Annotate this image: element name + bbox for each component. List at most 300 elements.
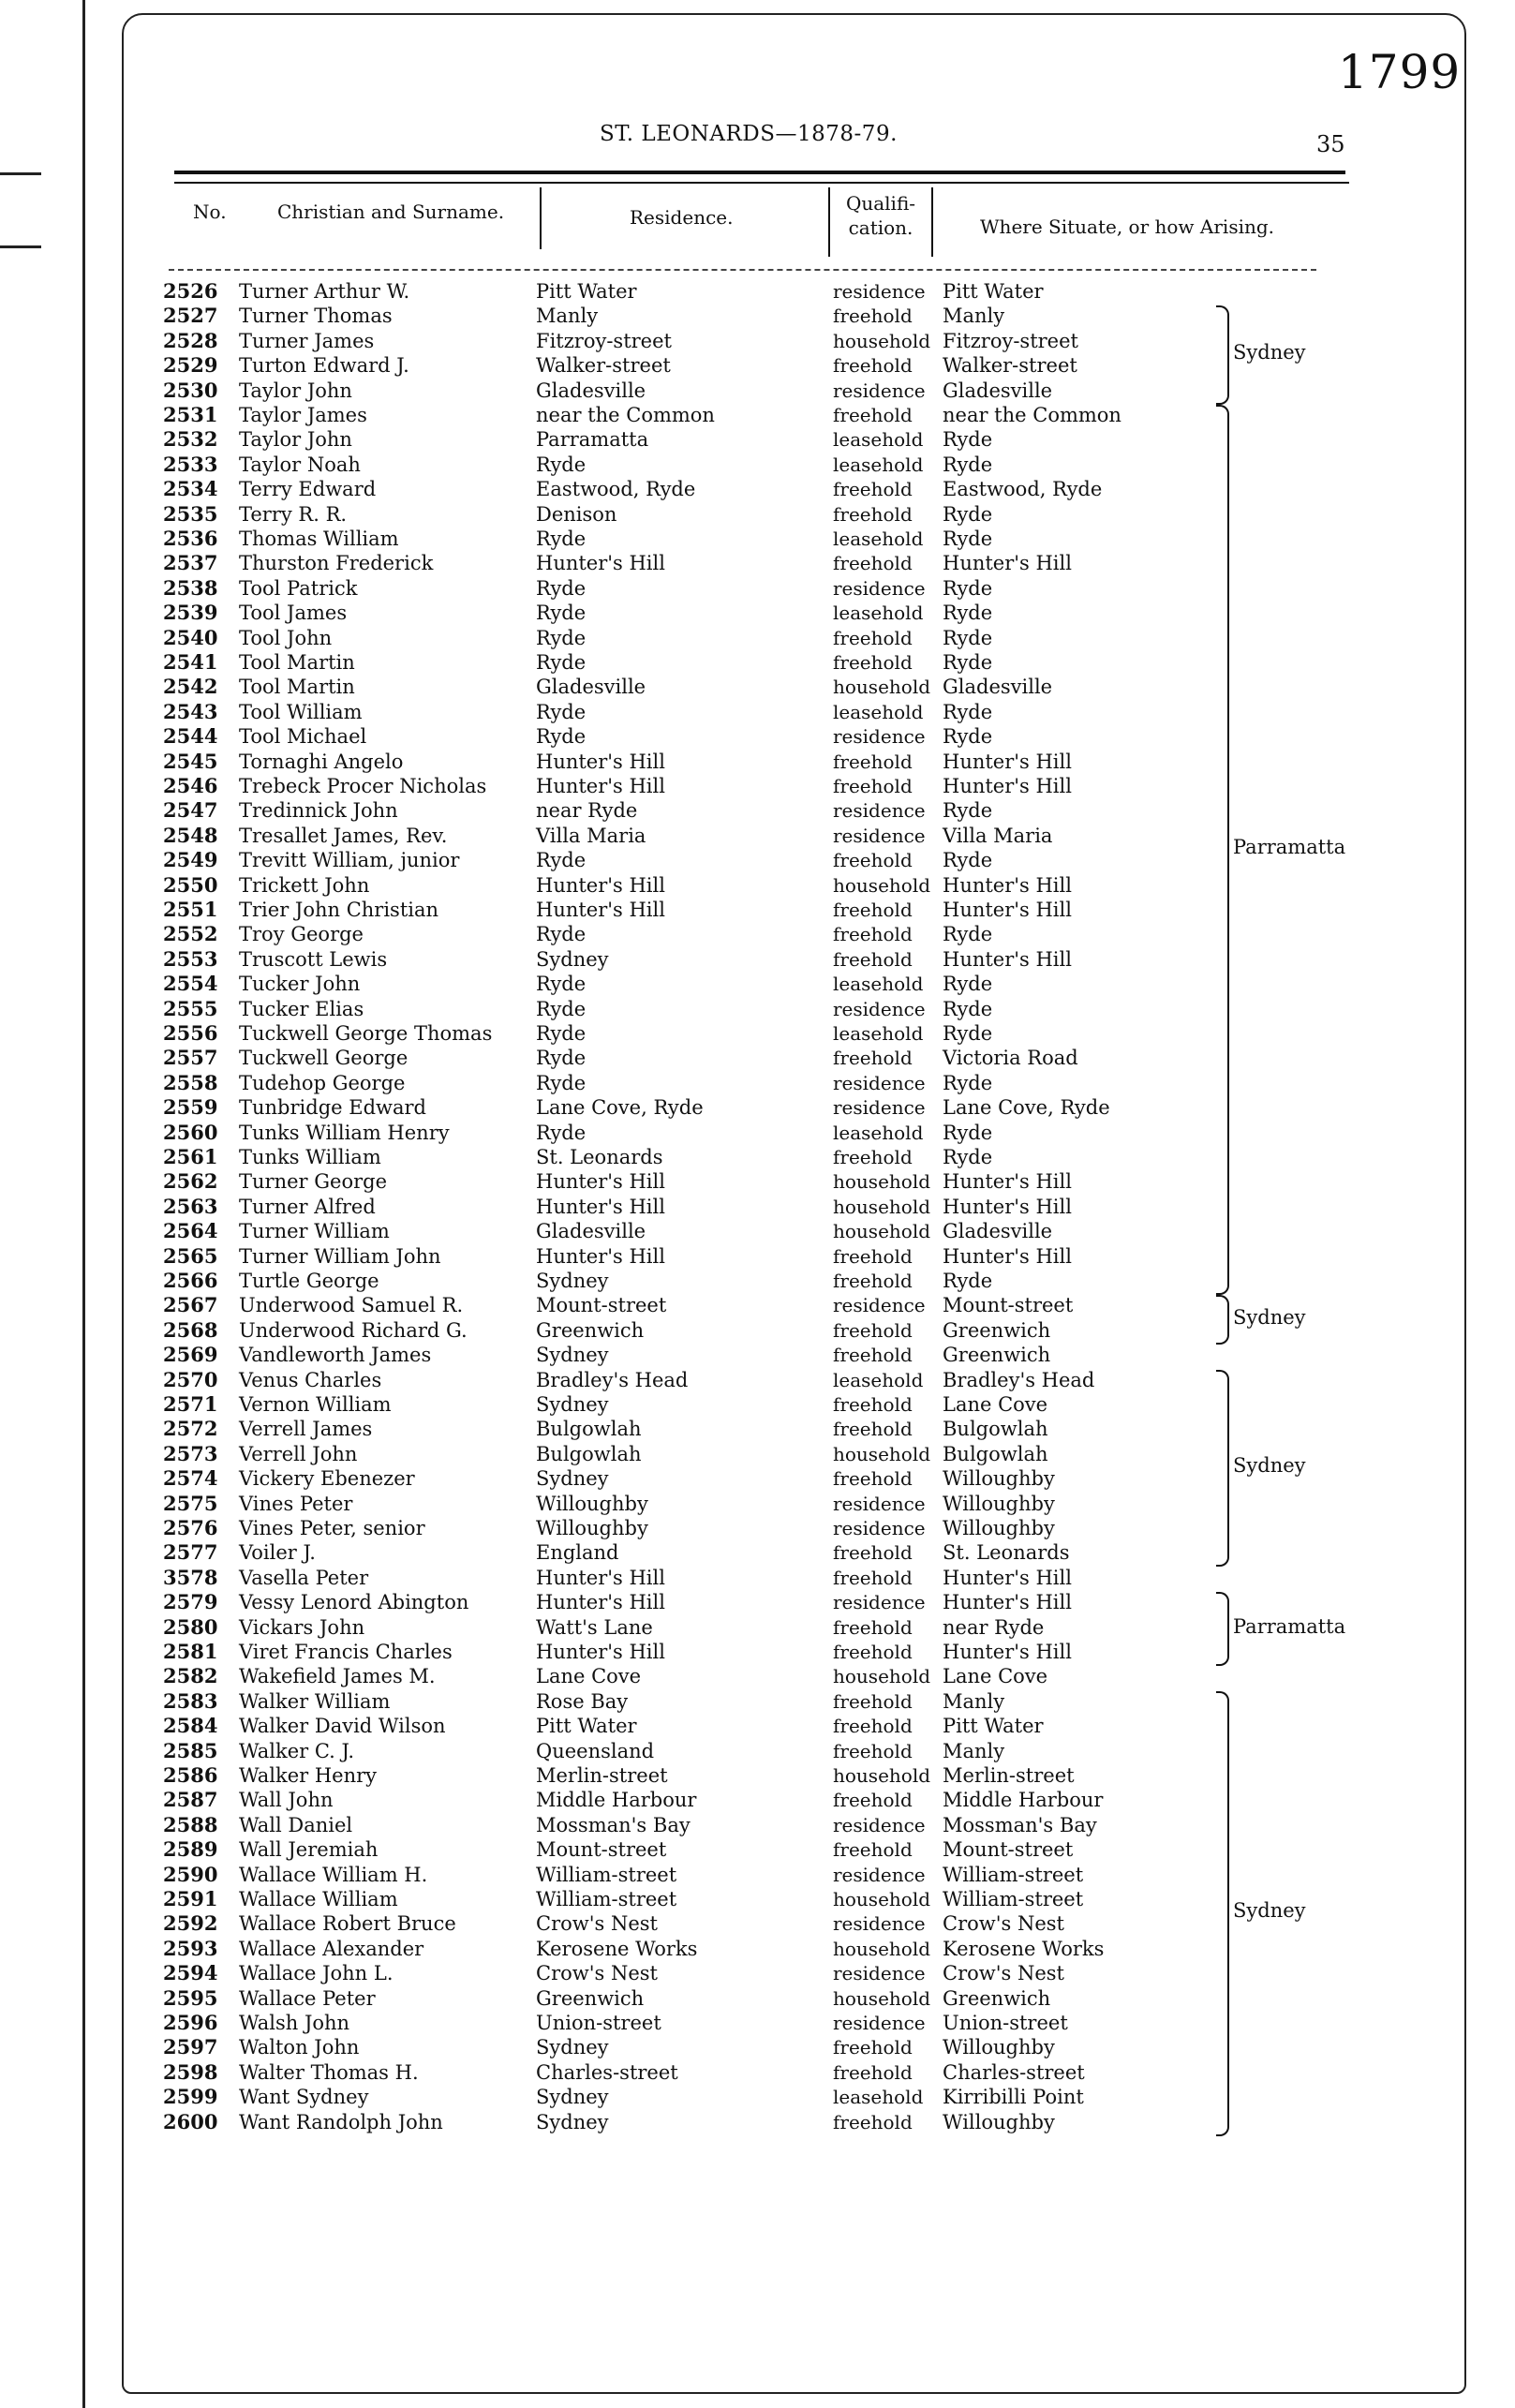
elector-qualification: household — [833, 1986, 931, 2010]
elector-name: Tool James — [239, 602, 348, 625]
table-row — [0, 1368, 1515, 1392]
elector-number: 2539 — [163, 601, 218, 625]
elector-residence: Ryde — [536, 651, 587, 674]
elector-residence: Kerosene Works — [536, 1937, 698, 1960]
property-location: Greenwich — [943, 1318, 1051, 1342]
elector-residence: Hunter's Hill — [536, 1244, 665, 1268]
elector-qualification: household — [833, 1937, 931, 1960]
table-row — [0, 1492, 1515, 1516]
table-row — [0, 1046, 1515, 1070]
elector-residence: Villa Maria — [536, 824, 646, 847]
elector-qualification: freehold — [833, 1715, 913, 1738]
elector-number: 2553 — [163, 946, 218, 971]
elector-name: Want Sydney — [239, 2086, 369, 2109]
column-header-qualification: Qualifi-cation. — [845, 192, 916, 239]
elector-number: 2550 — [163, 872, 218, 897]
property-location: Willoughby — [943, 1467, 1055, 1491]
elector-number: 2590 — [163, 1862, 218, 1886]
property-location: Hunter's Hill — [943, 1244, 1072, 1268]
elector-qualification: freehold — [833, 1244, 913, 1268]
elector-name: Tuckwell George — [239, 1047, 408, 1070]
elector-name: Tool Martin — [239, 676, 355, 699]
elector-qualification: freehold — [833, 1467, 913, 1491]
elector-number: 2576 — [163, 1516, 218, 1539]
elector-qualification: freehold — [833, 1789, 913, 1812]
property-location: Hunter's Hill — [943, 873, 1072, 897]
elector-residence: Lane Cove — [536, 1665, 642, 1688]
elector-qualification: freehold — [833, 2036, 913, 2059]
elector-qualification: household — [833, 329, 931, 352]
property-location: Victoria Road — [943, 1047, 1078, 1070]
elector-number: 2564 — [163, 1219, 218, 1243]
elector-number: 2574 — [163, 1466, 218, 1491]
table-row — [0, 997, 1515, 1021]
elector-name: Tunks William Henry — [239, 1121, 450, 1144]
elector-number: 2588 — [163, 1812, 218, 1836]
table-row — [0, 477, 1515, 501]
elector-residence: Ryde — [536, 602, 587, 625]
elector-number: 2581 — [163, 1640, 218, 1663]
elector-number: 2587 — [163, 1788, 218, 1812]
elector-residence: Hunter's Hill — [536, 775, 665, 797]
table-row — [0, 1269, 1515, 1293]
elector-qualification: freehold — [833, 404, 913, 426]
elector-name: Trier John Christian — [239, 899, 439, 921]
elector-residence: Hunter's Hill — [536, 873, 665, 897]
elector-name: Trevitt William, junior — [239, 849, 460, 872]
elector-name: Wallace Robert Bruce — [239, 1912, 456, 1936]
table-row — [0, 1863, 1515, 1887]
elector-name: Turner James — [239, 329, 375, 352]
property-location: Middle Harbour — [943, 1789, 1104, 1812]
elector-number: 2544 — [163, 724, 218, 749]
elector-residence: Ryde — [536, 1047, 587, 1070]
elector-name: Tunks William — [239, 1146, 381, 1168]
elector-number: 2580 — [163, 1614, 218, 1639]
property-location: Manly — [943, 305, 1005, 328]
elector-residence: Bulgowlah — [536, 1418, 642, 1441]
property-location: Ryde — [943, 626, 993, 649]
elector-residence: Ryde — [536, 973, 587, 996]
elector-residence: William-street — [536, 1888, 677, 1910]
property-location: Pitt Water — [943, 280, 1044, 303]
table-row — [0, 1813, 1515, 1837]
elector-name: Vines Peter — [239, 1492, 353, 1515]
elector-number: 2583 — [163, 1688, 218, 1713]
property-location: Mount-street — [943, 1294, 1074, 1317]
table-row — [0, 1763, 1515, 1788]
table-row — [0, 279, 1515, 304]
elector-residence: Lane Cove, Ryde — [536, 1096, 704, 1120]
property-location: Ryde — [943, 849, 993, 872]
property-location: Gladesville — [943, 379, 1053, 402]
property-location: Hunter's Hill — [943, 1170, 1072, 1194]
elector-name: Turtle George — [239, 1270, 379, 1292]
elector-name: Tool Michael — [239, 725, 367, 749]
property-location: Pitt Water — [943, 1715, 1044, 1738]
elector-qualification: residence — [833, 1517, 926, 1539]
property-location: Ryde — [943, 453, 993, 476]
property-location: Ryde — [943, 997, 993, 1020]
elector-qualification: freehold — [833, 354, 913, 378]
table-row — [0, 1640, 1515, 1664]
property-location: Hunter's Hill — [943, 1591, 1072, 1614]
table-row — [0, 626, 1515, 650]
elector-number: 2563 — [163, 1194, 218, 1218]
elector-residence: Willoughby — [536, 1492, 648, 1515]
property-location: Ryde — [943, 651, 993, 674]
elector-qualification: residence — [833, 824, 926, 847]
property-location: Ryde — [943, 428, 993, 452]
property-location: Manly — [943, 1689, 1005, 1713]
property-location: Hunter's Hill — [943, 1195, 1072, 1218]
property-location: Lane Cove, Ryde — [943, 1096, 1110, 1120]
elector-residence: Ryde — [536, 1022, 587, 1045]
table-row — [0, 2085, 1515, 2109]
table-row — [0, 1788, 1515, 1812]
table-row — [0, 2060, 1515, 2085]
elector-name: Turton Edward J. — [239, 354, 409, 378]
elector-name: Troy George — [239, 923, 364, 946]
elector-residence: Manly — [536, 305, 599, 328]
elector-number: 2528 — [163, 328, 218, 352]
table-row — [0, 947, 1515, 972]
property-location: Merlin-street — [943, 1764, 1075, 1787]
elector-name: Tucker John — [239, 973, 361, 996]
elector-qualification: leasehold — [833, 602, 924, 625]
elector-residence: Crow's Nest — [536, 1912, 658, 1936]
elector-number: 2536 — [163, 527, 218, 550]
elector-number: 2589 — [163, 1837, 218, 1862]
elector-qualification: freehold — [833, 1566, 913, 1589]
table-row — [0, 898, 1515, 922]
property-location: near the Common — [943, 404, 1121, 426]
elector-qualification: freehold — [833, 1418, 913, 1441]
elector-number: 2551 — [163, 898, 218, 921]
elector-name: Vickery Ebenezer — [239, 1467, 415, 1491]
property-location: Ryde — [943, 973, 993, 996]
elector-qualification: residence — [833, 799, 926, 823]
elector-residence: Queensland — [536, 1739, 655, 1762]
elector-name: Tool Martin — [239, 651, 355, 674]
elector-name: Wall Jeremiah — [239, 1838, 379, 1862]
elector-residence: Ryde — [536, 528, 587, 550]
elector-residence: Ryde — [536, 1071, 587, 1094]
elector-number: 2540 — [163, 625, 218, 649]
elector-residence: Hunter's Hill — [536, 750, 665, 773]
table-row — [0, 453, 1515, 477]
elector-qualification: leasehold — [833, 528, 924, 550]
property-location: Gladesville — [943, 676, 1053, 699]
elector-name: Turner Arthur W. — [239, 280, 410, 303]
elector-residence: St. Leonards — [536, 1146, 663, 1168]
property-location: Crow's Nest — [943, 1962, 1064, 1985]
elector-number: 2538 — [163, 575, 218, 600]
elector-residence: Ryde — [536, 1121, 587, 1144]
elector-name: Wallace Peter — [239, 1986, 376, 2010]
elector-residence: Hunter's Hill — [536, 1641, 665, 1663]
table-row — [0, 1095, 1515, 1120]
elector-residence: Charles-street — [536, 2060, 678, 2084]
property-location: Gladesville — [943, 1220, 1053, 1243]
elector-qualification: freehold — [833, 651, 913, 674]
elector-name: Terry R. R. — [239, 502, 348, 526]
elector-number: 2593 — [163, 1936, 218, 1960]
elector-qualification: freehold — [833, 775, 913, 797]
table-row — [0, 1986, 1515, 2011]
property-location: Hunter's Hill — [943, 947, 1072, 971]
table-row — [0, 1516, 1515, 1540]
elector-qualification: household — [833, 676, 931, 699]
table-row — [0, 1566, 1515, 1590]
elector-residence: Rose Bay — [536, 1689, 629, 1713]
elector-residence: Sydney — [536, 2086, 609, 2109]
elector-qualification: freehold — [833, 2060, 913, 2084]
elector-name: Verrell James — [239, 1418, 373, 1441]
property-location: Ryde — [943, 1270, 993, 1292]
elector-number: 2596 — [163, 2011, 218, 2034]
elector-qualification: residence — [833, 1591, 926, 1614]
elector-name: Wall John — [239, 1789, 334, 1812]
district-brace — [1216, 1592, 1229, 1666]
table-row — [0, 700, 1515, 724]
elector-number: 2547 — [163, 798, 218, 823]
elector-qualification: residence — [833, 280, 926, 303]
elector-number: 3578 — [163, 1565, 218, 1589]
elector-number: 2526 — [163, 279, 218, 303]
table-row — [0, 650, 1515, 675]
elector-qualification: freehold — [833, 1689, 913, 1713]
district-brace — [1216, 1370, 1229, 1568]
elector-residence: Willoughby — [536, 1517, 648, 1539]
elector-number: 2530 — [163, 378, 218, 402]
folio-number: 1799 — [1338, 45, 1462, 99]
property-location: Ryde — [943, 502, 993, 526]
property-location: Lane Cove — [943, 1665, 1048, 1688]
elector-qualification: residence — [833, 725, 926, 749]
property-location: Crow's Nest — [943, 1912, 1064, 1936]
elector-name: Wall Daniel — [239, 1813, 353, 1836]
table-row — [0, 1392, 1515, 1417]
elector-qualification: residence — [833, 2012, 926, 2034]
table-row — [0, 1244, 1515, 1269]
elector-qualification: freehold — [833, 305, 913, 328]
elector-qualification: freehold — [833, 626, 913, 649]
elector-name: Verrell John — [239, 1442, 358, 1465]
property-location: Willoughby — [943, 1492, 1055, 1515]
property-location: Kerosene Works — [943, 1937, 1105, 1960]
elector-number: 2537 — [163, 551, 218, 575]
elector-residence: Mount-street — [536, 1294, 667, 1317]
property-location: Bradley's Head — [943, 1368, 1095, 1391]
elector-residence: near the Common — [536, 404, 715, 426]
table-row — [0, 1837, 1515, 1862]
property-location: Greenwich — [943, 1986, 1051, 2010]
elector-qualification: household — [833, 873, 931, 897]
elector-number: 2597 — [163, 2035, 218, 2059]
column-header-no: No. — [193, 201, 227, 223]
property-location: Hunter's Hill — [943, 1641, 1072, 1663]
elector-number: 2527 — [163, 304, 218, 328]
elector-qualification: freehold — [833, 1739, 913, 1762]
property-location: Ryde — [943, 700, 993, 723]
elector-name: Walker C. J. — [239, 1739, 354, 1762]
table-row — [0, 1169, 1515, 1194]
elector-residence: Sydney — [536, 947, 609, 971]
property-location: William-street — [943, 1888, 1084, 1910]
elector-number: 2594 — [163, 1961, 218, 1985]
table-row — [0, 774, 1515, 798]
elector-number: 2546 — [163, 774, 218, 797]
elector-number: 2535 — [163, 501, 218, 526]
elector-name: Vines Peter, senior — [239, 1517, 425, 1539]
elector-name: Tool John — [239, 626, 333, 649]
elector-residence: Hunter's Hill — [536, 1195, 665, 1218]
elector-number: 2577 — [163, 1540, 218, 1565]
elector-number: 2534 — [163, 477, 218, 501]
table-row — [0, 1714, 1515, 1738]
property-location: Bulgowlah — [943, 1442, 1048, 1465]
elector-number: 2549 — [163, 848, 218, 872]
elector-qualification: freehold — [833, 552, 913, 575]
elector-residence: Hunter's Hill — [536, 899, 665, 921]
elector-residence: Ryde — [536, 576, 587, 600]
elector-name: Walker William — [239, 1689, 391, 1713]
elector-residence: Ryde — [536, 725, 587, 749]
table-row — [0, 1417, 1515, 1441]
property-location: Fitzroy-street — [943, 329, 1078, 352]
page-title: ST. LEONARDS—1878-79. — [600, 122, 898, 146]
property-location: Ryde — [943, 725, 993, 749]
elector-qualification: freehold — [833, 1641, 913, 1663]
elector-qualification: freehold — [833, 502, 913, 526]
elector-number: 2566 — [163, 1269, 218, 1292]
elector-qualification: leasehold — [833, 428, 924, 452]
elector-name: Thomas William — [239, 528, 399, 550]
elector-name: Wakefield James M. — [239, 1665, 436, 1688]
elector-name: Underwood Samuel R. — [239, 1294, 464, 1317]
elector-number: 2568 — [163, 1317, 218, 1342]
property-location: Ryde — [943, 1071, 993, 1094]
property-location: Lane Cove — [943, 1393, 1048, 1416]
elector-name: Tucker Elias — [239, 997, 364, 1020]
elector-number: 2556 — [163, 1021, 218, 1045]
elector-qualification: leasehold — [833, 1121, 924, 1144]
elector-qualification: residence — [833, 1863, 926, 1886]
elector-qualification: household — [833, 1888, 931, 1910]
elector-name: Viret Francis Charles — [239, 1641, 453, 1663]
elector-residence: Ryde — [536, 453, 587, 476]
elector-number: 2571 — [163, 1392, 218, 1416]
elector-residence: Union-street — [536, 2012, 661, 2034]
property-location: Willoughby — [943, 1517, 1055, 1539]
elector-residence: Sydney — [536, 1344, 609, 1367]
property-location: Kirribilli Point — [943, 2086, 1084, 2109]
elector-qualification: residence — [833, 379, 926, 402]
elector-residence: Sydney — [536, 1270, 609, 1292]
property-location: Ryde — [943, 799, 993, 823]
elector-name: Walsh John — [239, 2012, 350, 2034]
elector-residence: Sydney — [536, 2110, 609, 2133]
elector-name: Vandleworth James — [239, 1344, 432, 1367]
elector-number: 2558 — [163, 1070, 218, 1094]
table-row — [0, 576, 1515, 601]
elector-name: Vernon William — [239, 1393, 392, 1416]
table-row — [0, 922, 1515, 946]
elector-residence: Pitt Water — [536, 1715, 637, 1738]
table-row — [0, 427, 1515, 452]
elector-number: 2562 — [163, 1169, 218, 1194]
table-row — [0, 1343, 1515, 1367]
elector-name: Wallace John L. — [239, 1962, 394, 1985]
elector-number: 2584 — [163, 1714, 218, 1738]
table-row — [0, 1689, 1515, 1714]
table-row — [0, 675, 1515, 699]
elector-residence: Parramatta — [536, 428, 649, 452]
elector-number: 2572 — [163, 1417, 218, 1441]
elector-qualification: household — [833, 1764, 931, 1787]
elector-residence: Bulgowlah — [536, 1442, 642, 1465]
elector-residence: Ryde — [536, 923, 587, 946]
property-location: Manly — [943, 1739, 1005, 1762]
elector-name: Voiler J. — [239, 1541, 316, 1565]
elector-number: 2533 — [163, 452, 218, 476]
property-location: Hunter's Hill — [943, 775, 1072, 797]
table-row — [0, 1145, 1515, 1169]
district-brace — [1216, 405, 1229, 1295]
elector-qualification: leasehold — [833, 1368, 924, 1391]
elector-qualification: freehold — [833, 1146, 913, 1168]
table-row — [0, 1664, 1515, 1688]
elector-qualification: freehold — [833, 849, 913, 872]
district-label: Sydney — [1233, 1454, 1306, 1477]
district-label: Sydney — [1233, 341, 1306, 364]
elector-residence: near Ryde — [536, 799, 638, 823]
table-row — [0, 551, 1515, 575]
property-location: Hunter's Hill — [943, 750, 1072, 773]
elector-name: Underwood Richard G. — [239, 1318, 468, 1342]
elector-residence: Fitzroy-street — [536, 329, 672, 352]
elector-name: Tornaghi Angelo — [239, 750, 404, 773]
elector-residence: Hunter's Hill — [536, 1591, 665, 1614]
elector-number: 2554 — [163, 972, 218, 996]
elector-residence: Gladesville — [536, 379, 646, 402]
table-row — [0, 1021, 1515, 1046]
table-row — [0, 1961, 1515, 1985]
elector-number: 2569 — [163, 1343, 218, 1367]
property-location: Ryde — [943, 602, 993, 625]
elector-name: Turner Thomas — [239, 305, 393, 328]
elector-residence: Crow's Nest — [536, 1962, 658, 1985]
elector-qualification: leasehold — [833, 700, 924, 723]
table-row — [0, 750, 1515, 774]
elector-number: 2582 — [163, 1664, 218, 1688]
property-location: Villa Maria — [943, 824, 1053, 847]
elector-name: Tuckwell George Thomas — [239, 1022, 493, 1045]
elector-number: 2599 — [163, 2085, 218, 2109]
elector-number: 2586 — [163, 1763, 218, 1787]
elector-residence: Bradley's Head — [536, 1368, 689, 1391]
elector-qualification: freehold — [833, 947, 913, 971]
elector-number: 2600 — [163, 2109, 218, 2133]
property-location: Ryde — [943, 576, 993, 600]
elector-name: Walker David Wilson — [239, 1715, 446, 1738]
property-location: Bulgowlah — [943, 1418, 1048, 1441]
table-row — [0, 1071, 1515, 1095]
elector-residence: Sydney — [536, 1393, 609, 1416]
property-location: Walker-street — [943, 354, 1077, 378]
elector-qualification: residence — [833, 1962, 926, 1985]
